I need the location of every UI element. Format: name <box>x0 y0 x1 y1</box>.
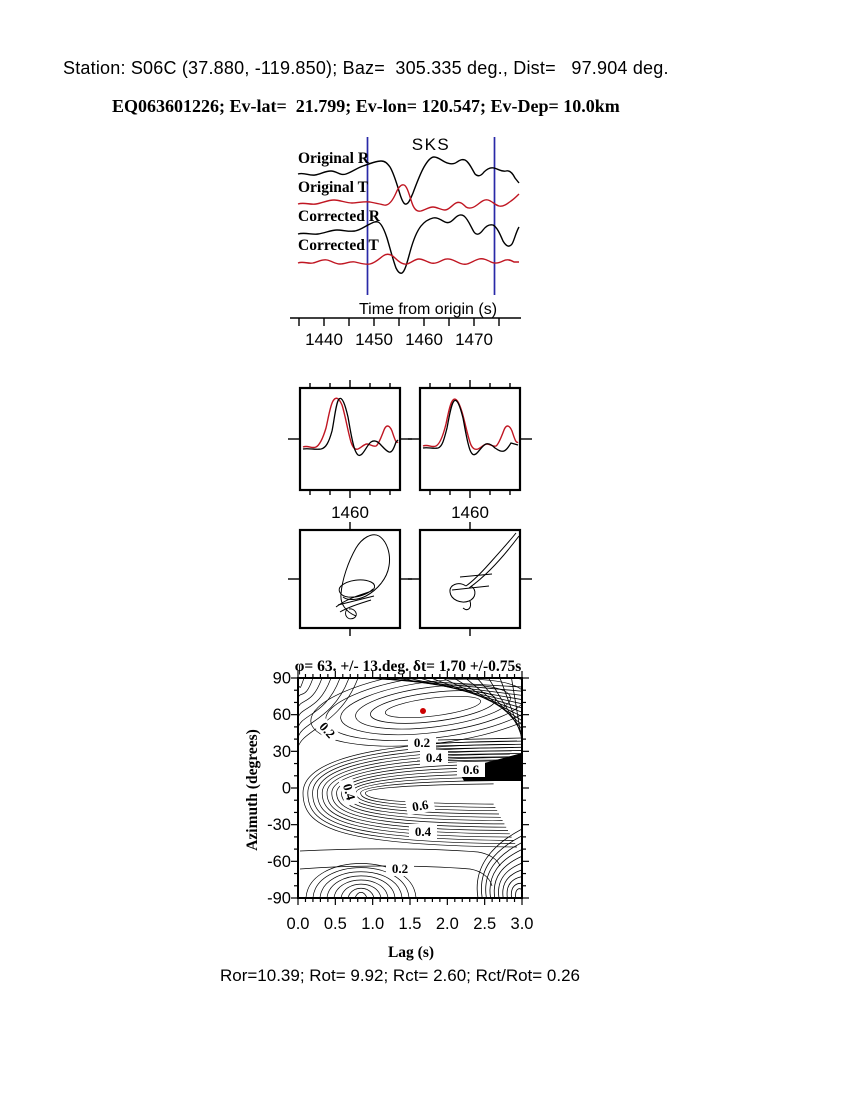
x-tick-label: 2.5 <box>473 915 497 933</box>
svg-text:0.4: 0.4 <box>414 824 432 839</box>
y-tick-label: 0 <box>281 779 291 798</box>
y-tick-label: 90 <box>272 669 291 688</box>
trace-label-corrected-t: Corrected T <box>298 237 379 254</box>
y-axis-title: Azimuth (degrees) <box>244 729 261 851</box>
best-fit-marker <box>420 708 426 714</box>
phase-label: SKS <box>411 135 451 154</box>
contour-lines <box>298 656 560 898</box>
pair-left-tick-label: 1460 <box>331 503 369 522</box>
particle-left-motion <box>336 535 390 619</box>
pair-right-red-trace <box>423 399 518 449</box>
pair-right-black-trace <box>423 400 518 454</box>
trace-label-corrected-r: Corrected R <box>298 208 380 225</box>
x-tick-label: 0.0 <box>286 915 310 933</box>
pair-panel-ticks <box>288 380 532 498</box>
pair-panels <box>288 380 532 522</box>
x-axis-title: Lag (s) <box>387 944 435 961</box>
svg-text:0.6: 0.6 <box>410 796 430 815</box>
svg-text:0.6: 0.6 <box>462 762 480 777</box>
particle-panel-right-box <box>420 530 520 628</box>
station-header: Station: S06C (37.880, -119.850); Baz= 305.335 deg., Dist= 97.904 deg. <box>63 58 669 78</box>
pair-panel-right-box <box>420 388 520 490</box>
x-tick-label: 3.0 <box>510 915 534 933</box>
time-tick-label: 1470 <box>455 330 493 349</box>
y-tick-label: 60 <box>272 706 291 725</box>
contour-label <box>409 824 437 839</box>
y-tick-label: -90 <box>267 889 291 908</box>
trace-label-original-t: Original T <box>298 179 368 196</box>
svg-text:0.2: 0.2 <box>391 861 409 876</box>
svg-text:0.2: 0.2 <box>316 718 339 742</box>
time-tick-label: 1450 <box>355 330 393 349</box>
time-tick-label: 1440 <box>305 330 343 349</box>
contour-plot <box>244 656 560 961</box>
splitting-result-title: φ= 63. +/- 13.deg. δt= 1.70 +/-0.75s <box>294 658 522 675</box>
time-tick-label: 1460 <box>405 330 443 349</box>
particle-panel-ticks <box>288 522 532 636</box>
svg-text:0.2: 0.2 <box>413 735 431 750</box>
particle-panels <box>288 522 532 636</box>
trace-label-original-r: Original R <box>298 150 370 167</box>
event-header: EQ063601226; Ev-lat= 21.799; Ev-lon= 120.547; Ev-Dep= 10.0km <box>112 96 620 116</box>
time-axis-ticks <box>299 318 499 326</box>
result-footer: Ror=10.39; Rot= 9.92; Rct= 2.60; Rct/Rot= 0.26 <box>219 966 581 985</box>
contour-label <box>408 735 436 750</box>
pair-right-tick-label: 1460 <box>451 503 489 522</box>
x-tick-label: 1.5 <box>398 915 422 933</box>
y-tick-label: -60 <box>267 852 291 871</box>
x-tick-label: 2.0 <box>435 915 459 933</box>
particle-right-motion <box>450 533 519 610</box>
y-tick-label: 30 <box>272 742 291 761</box>
x-tick-label: 1.0 <box>361 915 385 933</box>
y-tick-label: -30 <box>267 816 291 835</box>
time-axis-title: Time from origin (s) <box>358 301 498 318</box>
pair-left-red-trace <box>303 398 398 449</box>
x-tick-label: 0.5 <box>323 915 347 933</box>
contour-label <box>420 750 448 765</box>
svg-text:0.4: 0.4 <box>339 782 359 802</box>
waveform-plot <box>290 135 521 349</box>
contour-label <box>386 861 414 876</box>
contour-label <box>457 762 485 777</box>
svg-text:0.4: 0.4 <box>425 750 443 765</box>
contour-label <box>339 777 360 806</box>
